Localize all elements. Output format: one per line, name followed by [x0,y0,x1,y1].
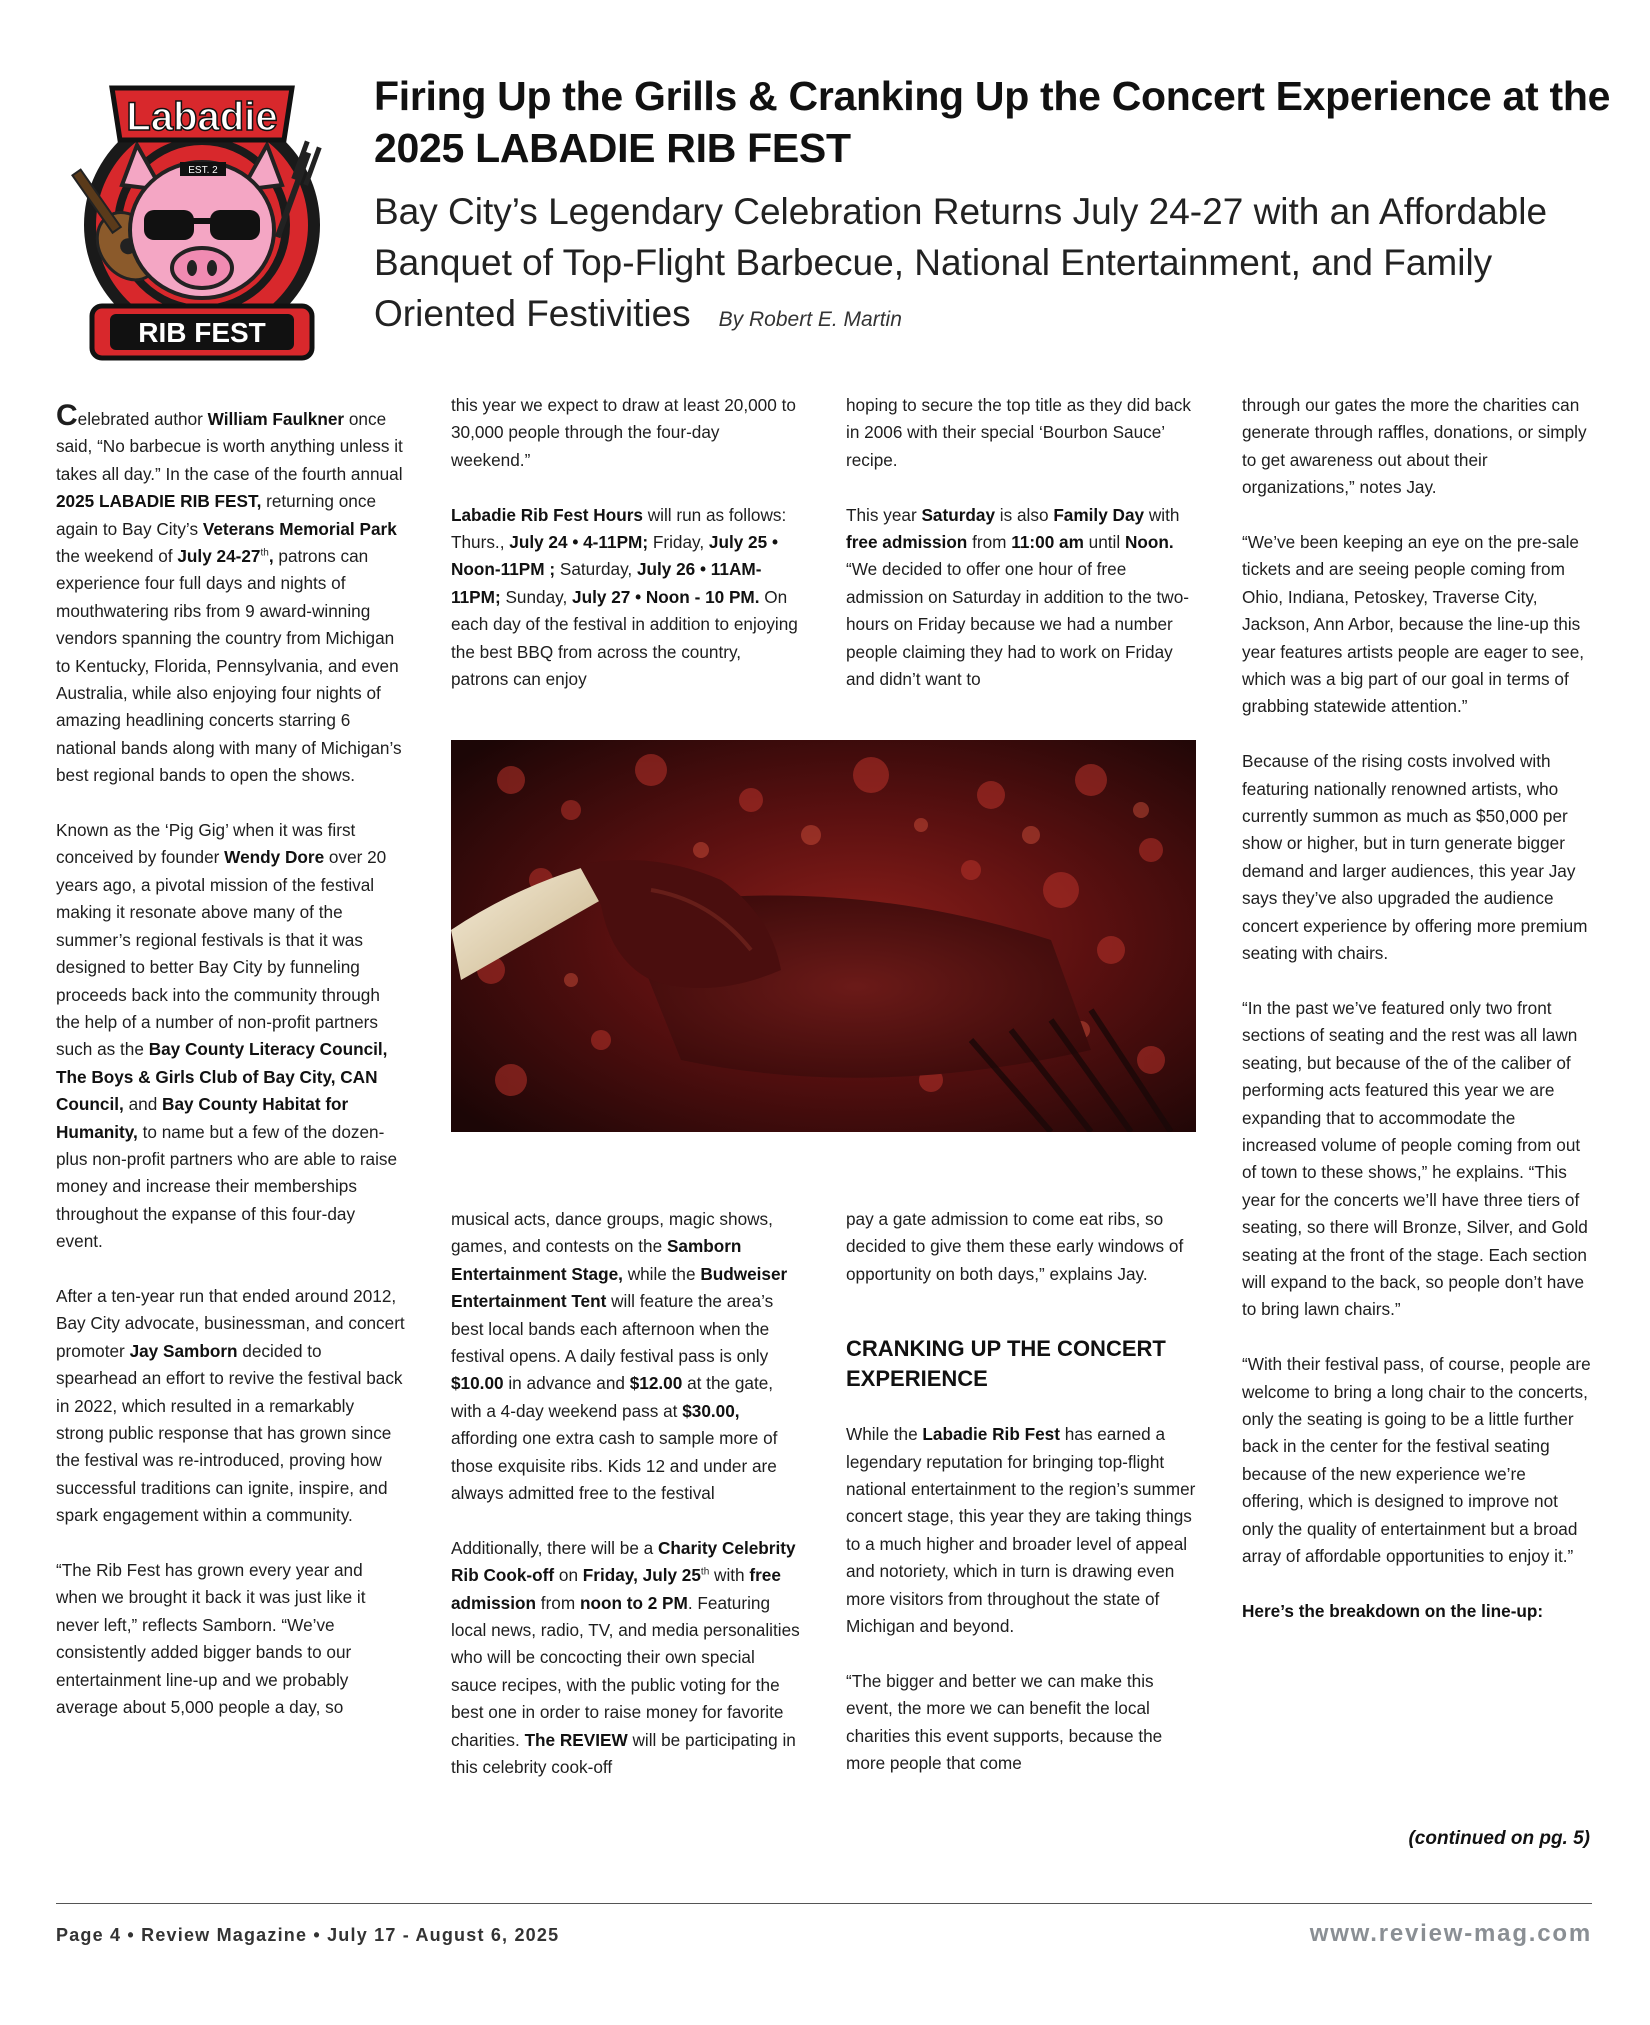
bold-text: Saturday [921,504,996,525]
paragraph: hoping to secure the top title as they did back in 2006 with their special ‘Bourbon Sauce’ recipe. [846,395,1191,470]
text: while the [622,1263,701,1284]
paragraph [451,1206,801,1507]
text: This year [846,504,922,525]
bold-text: Labadie Rib Fest [922,1424,1060,1445]
text: patrons can experience four full days and nights of mouthwatering ribs from 9 award-winning vendors spanning the country from Michigan to Kentucky, Florida, Pennsylvania, and even Australia, while also enjoying four nights of amazing headlining concerts starring 6 national bands along with many of Michigan’s best regional bands to open the shows. [56,546,402,786]
text: Saturday, [555,559,637,580]
bold-text: 2025 LABADIE RIB FEST, [56,491,262,512]
bold-text: July 27 • Noon - 10 PM. [572,586,760,607]
text: is also [995,504,1054,525]
text: decided to spearhead an effort to revive the festival back in 2022, which resulted in a remarkably strong public response that has grown since the festival was re-introduced, proving how successful traditions can ignite, inspire, and spark engagement within a community. [56,1340,403,1526]
bold-text: Charity Celebrity Rib Cook-off [451,1537,796,1586]
bold-text: Samborn Entertainment Stage, [451,1236,742,1284]
bold-text: Family Day [1053,504,1145,525]
paragraph [451,502,801,694]
text: and [123,1094,163,1115]
text: at the gate, with a 4-day weekend pass at [451,1373,774,1421]
article-column-4 [1242,392,1592,1625]
bold-text: Bay County Literacy Council, The Boys & Girls Club of Bay City, CAN Council, [56,1039,388,1115]
subhead-text: Bay City’s Legendary Celebration Returns July 24-27 with an Affordable Banquet of Top-Flight Barbecue, National Entertainment, and Family Oriented Festivities [374,191,1548,334]
superscript: th [260,547,269,559]
bold-text: Noon. [1124,532,1174,553]
text: from [967,532,1012,553]
bold-text: Wendy Dore [224,847,325,868]
paragraph: “The bigger and better we can make this event, the more we can benefit the local charities this event supports, because the more people that come [846,1670,1163,1774]
text: . Featuring local news, radio, TV, and media personalities who will be concocting their own special sauce recipes, with the public voting for the best one in order to raise money for favorite charities. [451,1592,800,1750]
text: Friday, [648,532,709,553]
article-column-2-top [451,392,801,693]
article-column-3-bottom [846,1206,1196,1777]
text: until [1083,532,1125,553]
bold-text: July 26 • 11AM-11PM; [451,559,762,607]
headline: Firing Up the Grills & Cranking Up the Concert Experience at the 2025 LABADIE RIB FEST [374,73,1611,171]
text: with [1144,504,1180,525]
paragraph [846,1421,1196,1640]
bold-text: Friday, July 25 [582,1565,701,1586]
paragraph: through our gates the more the charities can generate through raffles, donations, or simply to get awareness out about their organizations,” notes Jay. [1242,395,1587,498]
logo-top-text: Labadie [126,95,278,139]
text: once said, “No barbecue is worth anything unless it takes all day.” In the case of the fourth annual [56,409,403,484]
bold-text: July 25 • Noon-11PM ; [451,532,778,580]
bold-text: , [268,546,274,567]
text: affording one extra cash to sample more of those exquisite ribs. Kids 12 and under are always admitted free to the festival [451,1428,778,1504]
bold-text: $10.00 [451,1373,504,1394]
text: Sunday, [500,586,573,607]
paragraph [56,1283,406,1530]
paragraph [56,817,406,1256]
bold-text: July 24 • 4-11PM; [509,532,649,553]
website-link[interactable]: www.review-mag.com [1309,1920,1592,1947]
paragraph: “In the past we’ve featured only two front sections of seating and the rest was all lawn seating, but because of the of the caliber of performing acts featured this year we are expanding that to accommodate the increased volume of people coming from out of town to these shows,” he explains. “This year for the concerts we’ll have three tiers of seating, so there will Bronze, Silver, and Gold seating at the front of the stage. Each section will expand to the back, so people don’t have to bring lawn chairs.” [1242,997,1588,1320]
drop-cap: C [56,399,78,432]
bold-text: Budweiser Entertainment Tent [451,1263,788,1312]
paragraph: this year we expect to draw at least 20,000 to 30,000 people through the four-day weekend.” [451,395,796,470]
text: Additionally, there will be a [451,1537,658,1558]
bold-text: The REVIEW [524,1729,628,1750]
paragraph [846,502,1196,694]
bold-text: Here’s the breakdown on the line-up: [1242,1600,1544,1621]
text: will run as follows: Thurs., [451,504,787,553]
text: with [709,1565,750,1586]
text: “We decided to offer one hour of free admission on Saturday in addition to the two-hours on Friday because we had a number people claiming they had to work on Friday and didn’t want to [846,559,1189,690]
footer-divider [56,1903,1592,1904]
ribs-photo [451,740,1196,1132]
paragraph [451,1535,801,1782]
article-column-3-top [846,392,1196,693]
article-column-1 [56,399,406,1721]
paragraph [1242,1598,1592,1625]
section-heading: CRANKING UP THE CONCERT EXPERIENCE [846,1336,1166,1392]
paragraph: pay a gate admission to come eat ribs, so decided to give them these early windows of opportunity on both days,” explains Jay. [846,1209,1184,1284]
bold-text: 11:00 am [1011,532,1084,553]
text: on [554,1565,583,1586]
bold-text: free admission [451,1565,781,1613]
bold-text: free admission [846,532,968,553]
text: Known as the ‘Pig Gig’ when it was first conceived by founder [56,820,356,868]
bold-text: Bay County Habitat for Humanity, [56,1094,349,1142]
continued-note: (continued on pg. 5) [1408,1828,1590,1849]
logo-bottom-text: RIB FEST [138,317,266,348]
paragraph [56,399,406,790]
text: has earned a legendary reputation for bringing top-flight national entertainment to the region’s summer concert stage, this year they are taking things to a much higher and broader level of appeal and notoriety, which in turn is drawing even more visitors from throughout the state of Michigan and beyond. [846,1424,1196,1637]
text: elebrated author [77,409,208,429]
text: from [536,1592,580,1613]
paragraph: “The Rib Fest has grown every year and when we brought it back it was just like it never left,” reflects Samborn. “We’ve consistently added bigger bands to our entertainment line-up and we probably average about 5,000 people a day, so [56,1560,366,1718]
text: over 20 years ago, a pivotal mission of the festival making it resonate above many of the summer’s regional festivals is that it was designed to better Bay City by funneling proceeds back into the community through the help of a number of non-profit partners such as the [56,847,387,1060]
text: returning once again to Bay City’s [56,491,376,539]
text: On each day of the festival in addition to enjoying the best BBQ from across the country, patrons can enjoy [451,586,798,690]
article-column-2-bottom [451,1206,801,1782]
subheadline [374,186,1634,345]
paragraph: Because of the rising costs involved with featuring nationally renowned artists, who currently summon as much as $50,000 per show or higher, but in turn generate bigger demand and larger audiences, this year Jay says they’ve also upgraded the audience concert experience by offering more premium seating with chairs. [1242,751,1588,964]
superscript: th [700,1566,710,1578]
bold-text: July 24-27 [177,546,261,567]
text: While the [846,1424,923,1445]
ribs-grill-image [451,740,1196,1132]
text: will feature the area’s best local bands each afternoon when the festival opens. A daily festival pass is only [451,1291,774,1367]
bold-text: noon to 2 PM [579,1592,688,1613]
labadie-rib-fest-logo [52,70,332,370]
byline: By Robert E. Martin [718,308,902,331]
text: the weekend of [56,546,178,567]
paragraph: “With their festival pass, of course, people are welcome to bring a long chair to the concerts, only the seating is going to be a little further back in the center for the festival seating because of the new experience we’re offering, which is designed to improve not only the quality of entertainment but a broad array of affordable opportunities to enjoy it.” [1242,1354,1591,1566]
text: musical acts, dance groups, magic shows, games, and contests on the [451,1209,773,1257]
bold-text: Veterans Memorial Park [202,518,397,539]
bold-text: William Faulkner [207,409,345,429]
logo-est-text: EST. 2 [188,165,218,176]
text: will be participating in this celebrity cook-off [451,1729,796,1778]
bold-text: $12.00 [629,1373,683,1394]
page-footer-info: Page 4 • Review Magazine • July 17 - August 6, 2025 [56,1925,560,1945]
bold-text: Jay Samborn [129,1340,238,1361]
text: After a ten-year run that ended around 2012, Bay City advocate, businessman, and concert promoter [56,1285,405,1361]
pig-logo-icon [52,70,332,370]
paragraph: “We’ve been keeping an eye on the pre-sale tickets and are seeing people coming from Ohio, Indiana, Petoskey, Traverse City, Jackson, Ann Arbor, because the line-up this year features artists people are eager to see, which was a big part of our goal in terms of grabbing statewide attention.” [1242,532,1585,717]
bold-text: Labadie Rib Fest Hours [451,504,643,525]
bold-text: $30.00, [682,1400,740,1421]
text: to name but a few of the dozen-plus non-profit partners who are able to raise money and increase their memberships throughout the expanse of this four-day event. [56,1121,398,1252]
text: in advance and [503,1373,630,1394]
